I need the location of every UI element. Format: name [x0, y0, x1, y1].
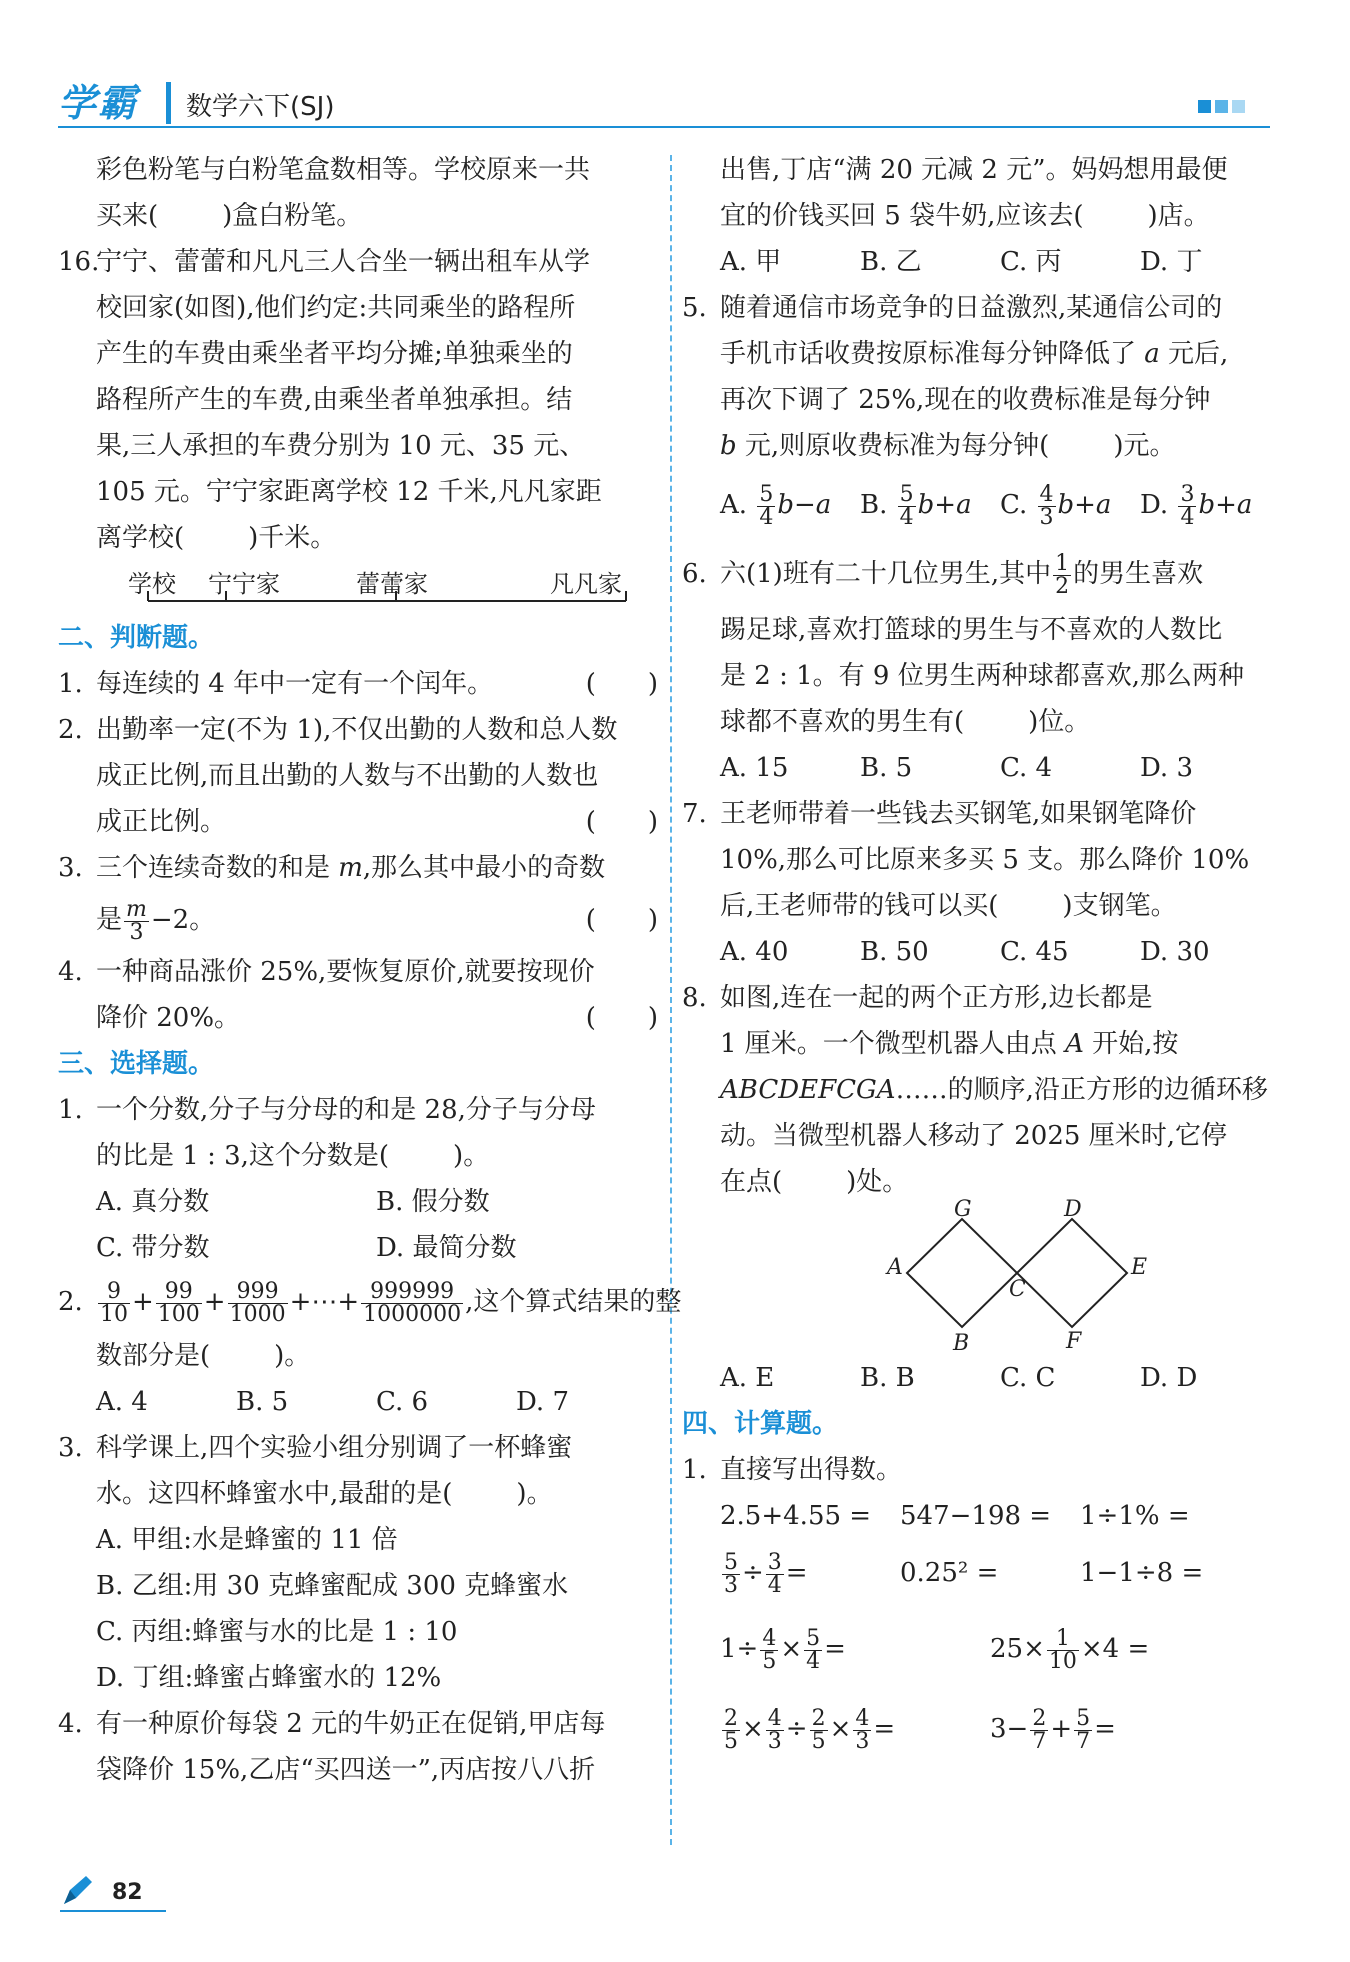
header-square-icon: [1232, 100, 1245, 113]
option[interactable]: B. 乙组:用 30 克蜂蜜配成 300 克蜂蜜水: [96, 1571, 569, 1601]
option[interactable]: C. 丙组:蜂蜜与水的比是 1 : 10: [96, 1617, 458, 1647]
calc-item: 2.5+4.55 =: [720, 1501, 872, 1531]
choice-8: 8. 如图,连在一起的两个正方形,边长都是: [682, 983, 1153, 1013]
page-number: 82: [112, 1880, 143, 1905]
footer-rule: [60, 1910, 166, 1912]
calc-row: [682, 1493, 1282, 1539]
route-line: [58, 561, 658, 615]
option[interactable]: A. 15: [720, 753, 789, 783]
header-square-icon: [1198, 100, 1211, 113]
choice-1: 1. 一个分数,分子与分母的和是 28,分子与分母: [58, 1095, 596, 1125]
calc-item: $\frac{2}{5}$ × $\frac{4}{3}$ ÷ $\frac{2}{5}$ × $\frac{4}{3}$ =: [724, 1705, 896, 1754]
question-line: 动。当微型机器人移动了 2025 厘米时,它停: [720, 1121, 1227, 1151]
option[interactable]: C. 45: [1000, 937, 1069, 967]
answer-blank[interactable]: ( ): [585, 905, 658, 935]
calc-1: 1. 直接写出得数。: [682, 1455, 903, 1485]
option[interactable]: C. $\frac{4}{3}$ b+a: [1000, 481, 1112, 530]
option-row: [58, 1379, 658, 1425]
question-line: 手机市话收费按原标准每分钟降低了 a 元后,: [720, 339, 1229, 369]
choice-3: 3. 科学课上,四个实验小组分别调了一杯蜂蜜: [58, 1433, 573, 1463]
calc-row: [682, 1539, 1282, 1607]
point-label: C: [1009, 1277, 1026, 1302]
judge-3: 3. 三个连续奇数的和是 m,那么其中最小的奇数: [58, 853, 606, 883]
calc-item: 0.25² =: [900, 1558, 999, 1588]
option[interactable]: A. 甲: [720, 247, 782, 277]
option-row: [682, 1355, 1282, 1401]
option[interactable]: B. 50: [860, 937, 929, 967]
calc-item: 1−1÷8 =: [1080, 1558, 1204, 1588]
right-column: [682, 147, 1282, 1767]
question-line: 踢足球,喜欢打篮球的男生与不喜欢的人数比: [720, 615, 1223, 645]
question-line: 数部分是( )。: [96, 1341, 311, 1371]
calc-row: [682, 1691, 1282, 1767]
point-label: A: [887, 1255, 903, 1280]
question-line: 105 元。宁宁家距离学校 12 千米,凡凡家距: [96, 477, 602, 507]
option[interactable]: B. $\frac{5}{4}$ b+a: [860, 481, 972, 530]
option[interactable]: B. 5: [860, 753, 913, 783]
option-row: [682, 745, 1282, 791]
point-label: D: [1064, 1197, 1082, 1222]
left-column: [58, 147, 682, 1793]
question-16: 16. 宁宁、蕾蕾和凡凡三人合坐一辆出租车从学: [58, 247, 591, 277]
fraction: $\frac{1}{2}$: [1055, 550, 1070, 599]
question-line: 校回家(如图),他们约定:共同乘坐的路程所: [96, 293, 576, 323]
point-label: G: [954, 1197, 972, 1222]
question-line: 成正比例。 ( ): [58, 799, 658, 845]
fraction: $\frac{999999}{1000000}$: [363, 1278, 462, 1327]
option[interactable]: A. E: [720, 1363, 775, 1393]
option[interactable]: A. 甲组:水是蜂蜜的 11 倍: [96, 1525, 398, 1555]
question-line: 球都不喜欢的男生有( )位。: [720, 707, 1091, 737]
option[interactable]: B. 5: [236, 1387, 289, 1417]
calc-item: 25× $\frac{1}{10}$ ×4 =: [990, 1625, 1150, 1674]
question-line: 成正比例,而且出勤的人数与不出勤的人数也: [96, 761, 599, 791]
header-square-icon: [1215, 100, 1228, 113]
calc-item: 547−198 =: [900, 1501, 1052, 1531]
option[interactable]: D. 30: [1140, 937, 1210, 967]
fraction: $\frac{9}{10}$: [100, 1278, 128, 1327]
option[interactable]: B. B: [860, 1363, 915, 1393]
logo-divider: [166, 82, 171, 124]
option-row: [682, 469, 1282, 541]
point-label: B: [953, 1331, 970, 1356]
calc-item: $\frac{5}{3}$ ÷ $\frac{3}{4}$ =: [724, 1549, 808, 1598]
judge-1: 1. 每连续的 4 年中一定有一个闰年。 ( ): [58, 661, 658, 707]
option[interactable]: A. $\frac{5}{4}$ b−a: [720, 481, 832, 530]
route-label-leilei: 蕾蕾家: [356, 570, 428, 598]
answer-blank[interactable]: ( ): [585, 807, 658, 837]
question-line: ABCDEFCGA……的顺序,沿正方形的边循环移: [720, 1075, 1268, 1105]
book-title: 数学六下(SJ): [186, 92, 335, 122]
option[interactable]: C. 带分数: [96, 1233, 210, 1263]
choice-4: 4. 有一种原价每袋 2 元的牛奶正在促销,甲店每: [58, 1709, 606, 1739]
calc-item: 3− $\frac{2}{7}$ + $\frac{5}{7}$ =: [990, 1705, 1116, 1754]
two-squares-diagram: [682, 1205, 1282, 1355]
judge-2: 2. 出勤率一定(不为 1),不仅出勤的人数和总人数: [58, 715, 618, 745]
question-line: 再次下调了 25%,现在的收费标准是每分钟: [720, 385, 1211, 415]
choice-7: 7. 王老师带着一些钱去买钢笔,如果钢笔降价: [682, 799, 1197, 829]
option[interactable]: C. 丙: [1000, 247, 1062, 277]
option[interactable]: A. 真分数: [96, 1187, 210, 1217]
option[interactable]: A. 4: [96, 1387, 148, 1417]
option[interactable]: D. 7: [516, 1387, 569, 1417]
question-line: 的比是 1 : 3,这个分数是( )。: [96, 1141, 490, 1171]
question-line: 在点( )处。: [720, 1167, 909, 1197]
question-line: 10%,那么可比原来多买 5 支。那么降价 10%: [720, 845, 1250, 875]
choice-5: 5. 随着通信市场竞争的日益激烈,某通信公司的: [682, 293, 1223, 323]
question-line: 袋降价 15%,乙店“买四送一”,丙店按八八折: [96, 1755, 596, 1785]
route-label-fanfan: 凡凡家: [550, 570, 622, 598]
option-row: [58, 1179, 658, 1225]
fraction: $\frac{99}{100}$: [157, 1278, 200, 1327]
header-rule: [58, 126, 1270, 128]
fraction: $\frac{m}{3}$: [126, 896, 147, 945]
question-line: 产生的车费由乘坐者平均分摊;单独乘坐的: [96, 339, 573, 369]
route-label-ningning: 宁宁家: [208, 570, 280, 598]
option[interactable]: C. 4: [1000, 753, 1053, 783]
question-line: 果,三人承担的车费分别为 10 元、35 元、: [96, 431, 586, 461]
option[interactable]: C. 6: [376, 1387, 429, 1417]
calc-row: [682, 1607, 1282, 1691]
question-line: 离学校( )千米。: [96, 523, 337, 553]
question-line: 后,王老师带的钱可以买( )支钢笔。: [720, 891, 1177, 921]
question-line: 彩色粉笔与白粉笔盒数相等。学校原来一共: [96, 155, 591, 185]
question-line: 宜的价钱买回 5 袋牛奶,应该去( )店。: [720, 201, 1210, 231]
option[interactable]: D. 最简分数: [376, 1233, 517, 1263]
section-title-calc: 四、计算题。: [682, 1409, 839, 1439]
choice-6: 6. 六(1)班有二十几位男生,其中 $\frac{1}{2}$ 的男生喜欢: [682, 550, 1204, 599]
choice-2: 2. $\frac{9}{10}$ + $\frac{99}{100}$ + $\frac{999}{1000}$ +⋯+ $\frac{999999}{1000000}$ ,这个算式结果的整: [58, 1278, 682, 1327]
judge-4: 4. 一种商品涨价 25%,要恢复原价,就要按现价: [58, 957, 595, 987]
section-title-choice: 三、选择题。: [58, 1049, 215, 1079]
squares-figure: [682, 1197, 1282, 1356]
option[interactable]: D. D: [1140, 1363, 1198, 1393]
question-line: 1 厘米。一个微型机器人由点 A 开始,按: [720, 1029, 1179, 1059]
question-line: 买来( )盒白粉笔。: [96, 201, 363, 231]
option[interactable]: D. 丁: [1140, 247, 1203, 277]
option[interactable]: D. $\frac{3}{4}$ b+a: [1140, 481, 1253, 530]
fraction: $\frac{999}{1000}$: [229, 1278, 286, 1327]
answer-blank[interactable]: ( ): [585, 1003, 658, 1033]
option-row: [682, 929, 1282, 975]
column-divider: [670, 155, 672, 1845]
page-header: [58, 72, 1270, 130]
brand-logo: 学霸: [58, 81, 139, 125]
section-title-judge: 二、判断题。: [58, 623, 215, 653]
option[interactable]: D. 丁组:蜂蜜占蜂蜜水的 12%: [96, 1663, 442, 1693]
option[interactable]: D. 3: [1140, 753, 1193, 783]
question-line: 出售,丁店“满 20 元减 2 元”。妈妈想用最便: [720, 155, 1228, 185]
option-row: [58, 1225, 658, 1271]
answer-blank[interactable]: ( ): [585, 669, 658, 699]
calc-item: 1÷1% =: [1080, 1501, 1190, 1531]
pencil-icon: [60, 1874, 96, 1908]
route-label-school: 学校: [128, 570, 176, 598]
option[interactable]: C. C: [1000, 1363, 1056, 1393]
question-line: 是 $\frac{m}{3}$ −2。 ( ): [58, 891, 658, 949]
point-label: E: [1131, 1255, 1148, 1280]
route-diagram: [58, 561, 658, 615]
option[interactable]: B. 假分数: [376, 1187, 490, 1217]
option[interactable]: A. 40: [720, 937, 789, 967]
question-line: b 元,则原收费标准为每分钟( )元。: [720, 431, 1176, 461]
option[interactable]: B. 乙: [860, 247, 922, 277]
question-line: 路程所产生的车费,由乘坐者单独承担。结: [96, 385, 573, 415]
question-line: 水。这四杯蜂蜜水中,最甜的是( )。: [96, 1479, 553, 1509]
question-line: 降价 20%。 ( ): [58, 995, 658, 1041]
question-line: 是 2 : 1。有 9 位男生两种球都喜欢,那么两种: [720, 661, 1244, 691]
point-label: F: [1066, 1329, 1082, 1354]
option-row: [682, 239, 1282, 285]
calc-item: 1÷ $\frac{4}{5}$ × $\frac{5}{4}$ =: [720, 1625, 846, 1674]
